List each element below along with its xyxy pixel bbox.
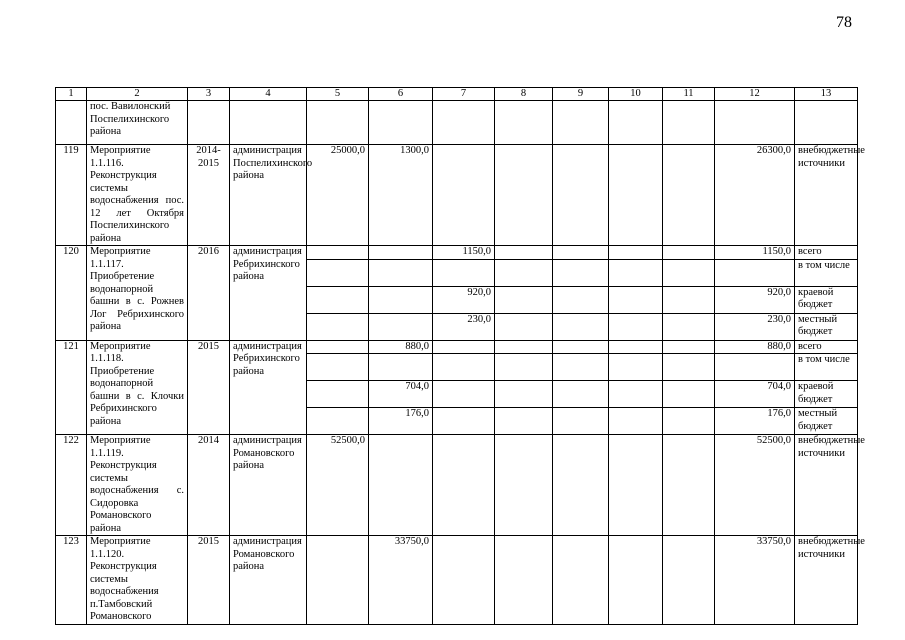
total-cell: 1150,0 <box>715 246 795 260</box>
table-cell <box>609 536 663 625</box>
executor-cell: администрация Романовского района <box>230 536 307 625</box>
column-header: 9 <box>553 88 609 101</box>
table-cell <box>609 340 663 354</box>
table-cell <box>307 286 369 313</box>
table-cell <box>663 246 715 260</box>
table-cell <box>369 101 433 145</box>
table-cell <box>663 408 715 435</box>
table-cell <box>553 536 609 625</box>
years-cell: 2014-2015 <box>188 145 230 246</box>
amount-cell: 230,0 <box>433 313 495 340</box>
table-cell <box>553 435 609 536</box>
table-cell <box>495 536 553 625</box>
funding-source: местный бюджет <box>795 408 858 435</box>
table-cell <box>609 259 663 286</box>
table-cell <box>795 101 858 145</box>
column-header: 2 <box>87 88 188 101</box>
row-number: 123 <box>56 536 87 625</box>
table-cell <box>495 101 553 145</box>
row-number: 121 <box>56 340 87 435</box>
table-row <box>56 101 858 145</box>
total-cell <box>715 259 795 286</box>
table-cell <box>715 101 795 145</box>
total-cell: 230,0 <box>715 313 795 340</box>
table-cell <box>663 435 715 536</box>
table-cell <box>495 313 553 340</box>
table-cell <box>307 381 369 408</box>
table-cell <box>609 286 663 313</box>
table-cell <box>495 286 553 313</box>
table-cell <box>230 101 307 145</box>
row-number: 119 <box>56 145 87 246</box>
table-cell <box>553 286 609 313</box>
table-cell <box>553 340 609 354</box>
table-cell <box>609 145 663 246</box>
executor-cell: администрация Ребрихинского района <box>230 340 307 435</box>
program-measures-table <box>55 87 865 625</box>
table-cell <box>307 246 369 260</box>
table-cell <box>369 286 433 313</box>
table-cell <box>609 408 663 435</box>
table-cell <box>553 259 609 286</box>
table-cell <box>663 286 715 313</box>
table-row <box>56 246 858 260</box>
table-cell <box>188 101 230 145</box>
column-header: 12 <box>715 88 795 101</box>
amount-cell: 880,0 <box>369 340 433 354</box>
table-cell <box>307 340 369 354</box>
total-cell: 33750,0 <box>715 536 795 625</box>
total-cell: 880,0 <box>715 340 795 354</box>
table-cell <box>495 340 553 354</box>
table-cell <box>307 354 369 381</box>
total-cell: 176,0 <box>715 408 795 435</box>
table-cell <box>369 435 433 536</box>
column-header: 7 <box>433 88 495 101</box>
measure-name: Мероприятие 1.1.117. Приобретение водонапорной башни в с. Рожнев Лог Ребрихинского района <box>87 246 188 341</box>
table-cell <box>663 340 715 354</box>
funding-source: внебюджетные источники <box>795 536 858 625</box>
table-cell <box>553 354 609 381</box>
table-cell <box>609 313 663 340</box>
table-cell <box>495 145 553 246</box>
funding-source: всего <box>795 340 858 354</box>
funding-source: всего <box>795 246 858 260</box>
table-cell <box>433 381 495 408</box>
amount-cell <box>433 259 495 286</box>
table-cell <box>433 408 495 435</box>
column-header: 5 <box>307 88 369 101</box>
table-cell <box>553 408 609 435</box>
amount-cell: 176,0 <box>369 408 433 435</box>
amount-cell <box>369 354 433 381</box>
table-cell <box>307 536 369 625</box>
table-cell <box>433 340 495 354</box>
funding-source: краевой бюджет <box>795 381 858 408</box>
amount-cell: 25000,0 <box>307 145 369 246</box>
table-cell <box>553 313 609 340</box>
funding-source: краевой бюджет <box>795 286 858 313</box>
funding-source: местный бюджет <box>795 313 858 340</box>
years-cell: 2015 <box>188 340 230 435</box>
table-cell <box>369 246 433 260</box>
table-cell <box>369 313 433 340</box>
table-cell <box>663 313 715 340</box>
table-cell <box>663 259 715 286</box>
column-header: 4 <box>230 88 307 101</box>
total-cell: 52500,0 <box>715 435 795 536</box>
column-header: 3 <box>188 88 230 101</box>
amount-cell: 52500,0 <box>307 435 369 536</box>
amount-cell: 1150,0 <box>433 246 495 260</box>
table-cell <box>369 259 433 286</box>
table-cell <box>495 259 553 286</box>
table-cell <box>663 145 715 246</box>
table-cell <box>433 145 495 246</box>
executor-cell: администрация Ребрихинского района <box>230 246 307 341</box>
years-cell: 2014 <box>188 435 230 536</box>
amount-cell: 704,0 <box>369 381 433 408</box>
table-cell <box>609 246 663 260</box>
total-cell: 920,0 <box>715 286 795 313</box>
table-cell <box>495 381 553 408</box>
table-cell <box>433 354 495 381</box>
table-cell <box>307 101 369 145</box>
table-cell <box>307 259 369 286</box>
column-numbers-row <box>56 88 858 101</box>
table-row <box>56 145 858 246</box>
amount-cell: 33750,0 <box>369 536 433 625</box>
table-cell <box>553 381 609 408</box>
table-row <box>56 340 858 354</box>
table-row <box>56 435 858 536</box>
column-header: 1 <box>56 88 87 101</box>
table-cell <box>663 536 715 625</box>
row-number: 120 <box>56 246 87 341</box>
table-cell <box>495 435 553 536</box>
table-cell <box>663 354 715 381</box>
table-cell <box>56 101 87 145</box>
table-cell <box>433 435 495 536</box>
table-cell <box>663 101 715 145</box>
years-cell: 2015 <box>188 536 230 625</box>
table-cell <box>609 354 663 381</box>
measure-name: Мероприятие 1.1.120. Реконструкция системы водоснабжения п.Тамбовский Романовского <box>87 536 188 625</box>
funding-source: в том числе <box>795 259 858 286</box>
funding-source: внебюджетные источники <box>795 435 858 536</box>
table-cell <box>433 536 495 625</box>
funding-source: внебюджетные источники <box>795 145 858 246</box>
table-row <box>56 536 858 625</box>
measure-name: Мероприятие 1.1.119. Реконструкция системы водоснабжения с. Сидоровка Романовского района <box>87 435 188 536</box>
executor-cell: администрация Романовского района <box>230 435 307 536</box>
table-cell <box>609 381 663 408</box>
table-cell <box>609 101 663 145</box>
table-cell <box>433 101 495 145</box>
page-number: 78 <box>836 14 852 31</box>
column-header: 11 <box>663 88 715 101</box>
funding-source: в том числе <box>795 354 858 381</box>
total-cell: 704,0 <box>715 381 795 408</box>
column-header: 8 <box>495 88 553 101</box>
table-cell <box>609 435 663 536</box>
measure-name: Мероприятие 1.1.118. Приобретение водонапорной башни в с. Клочки Ребрихинского района <box>87 340 188 435</box>
measure-name: Мероприятие 1.1.116. Реконструкция системы водоснабжения пос. 12 лет Октября Поспелихинского района <box>87 145 188 246</box>
table-cell <box>495 354 553 381</box>
total-cell: 26300,0 <box>715 145 795 246</box>
amount-cell: 920,0 <box>433 286 495 313</box>
row-number: 122 <box>56 435 87 536</box>
table-cell <box>553 145 609 246</box>
table-cell <box>307 408 369 435</box>
column-header: 6 <box>369 88 433 101</box>
table-cell <box>553 246 609 260</box>
column-header: 10 <box>609 88 663 101</box>
total-cell <box>715 354 795 381</box>
measure-name: пос. Вавилонский Поспелихинского района <box>87 101 188 145</box>
executor-cell: администрация Поспелихинского района <box>230 145 307 246</box>
years-cell: 2016 <box>188 246 230 341</box>
table-cell <box>663 381 715 408</box>
amount-cell: 1300,0 <box>369 145 433 246</box>
table-cell <box>495 408 553 435</box>
table-cell <box>307 313 369 340</box>
table-cell <box>553 101 609 145</box>
column-header: 13 <box>795 88 858 101</box>
table-cell <box>495 246 553 260</box>
